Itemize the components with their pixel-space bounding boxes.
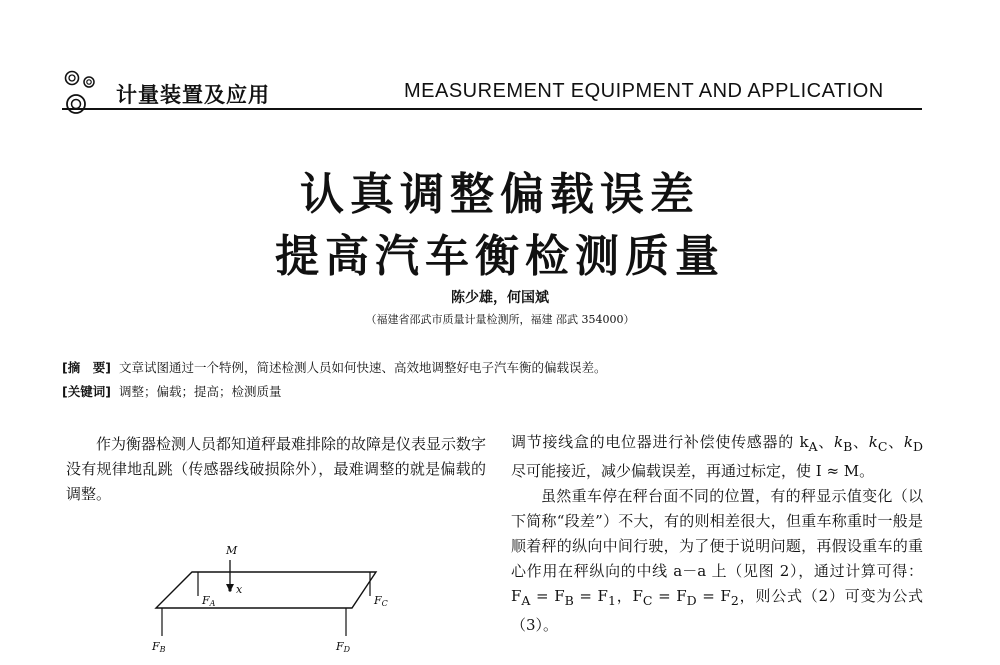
- body-paragraph: 虽然重车停在秤台面不同的位置，有的秤显示值变化（以下简称“段差”）不大，有的则相差很大，但重车称重时一般是顺着秤的纵向中间行驶，为了便于说明问题，再假设重车的重心作用在秤纵向的中线 a－a 上（见图 2），通过计算可得：$F_A = F_B = F_1$，$F_C = F_D = F_2$，则公式（2）可变为公式（3）。: [511, 487, 924, 634]
- center-of-gravity-point: [228, 588, 231, 591]
- body-paragraph: 调节接线盒的电位器进行补偿使传感器的 $k_A$、$k_B$、$k_C$、$k_D$ 尽可能接近，减少偏载误差，再通过标定，使 I ≈ M。: [511, 433, 923, 480]
- keywords-text: 调整；偏载；提高；检测质量: [118, 384, 282, 399]
- article-affiliation: （福建省邵武市质量计量检测所，福建 邵武 354000）: [365, 313, 635, 326]
- label-fc: FC: [374, 594, 388, 608]
- abstract-text: 文章试图通过一个特例，简述检测人员如何快速、高效地调整好电子汽车衡的偏载误差。: [118, 360, 607, 375]
- header-rule: [62, 108, 922, 110]
- section-title-cn: 计量装置及应用: [116, 83, 270, 107]
- abstract-label: [摘 要]: [62, 360, 111, 375]
- body-left-column: [66, 432, 486, 507]
- label-fa: FA: [202, 594, 216, 608]
- scale-platform: [156, 572, 376, 608]
- article-title-line2: 提高汽车衡检测质量: [275, 231, 725, 282]
- keywords-label: [关键词]: [62, 384, 111, 399]
- body-right-column: [511, 430, 923, 638]
- label-fd: FD: [336, 640, 351, 654]
- section-title-en: MEASUREMENT EQUIPMENT AND APPLICATION: [404, 80, 884, 102]
- load-diagram: [140, 540, 400, 665]
- article-title-line1: 认真调整偏载误差: [300, 169, 700, 220]
- label-m: M: [226, 544, 238, 557]
- label-x: x: [236, 583, 243, 596]
- label-fb: FB: [152, 640, 166, 654]
- abstract: [62, 358, 606, 376]
- journal-logo-rings-icon: [62, 68, 110, 118]
- body-paragraph: 作为衡器检测人员都知道秤最难排除的故障是仪表显示数字没有规律地乱跳（传感器线破损除外），最难调整的就是偏载的调整。: [66, 435, 487, 503]
- article-authors: 陈少雄，何国斌: [451, 290, 549, 306]
- keywords: [62, 382, 281, 400]
